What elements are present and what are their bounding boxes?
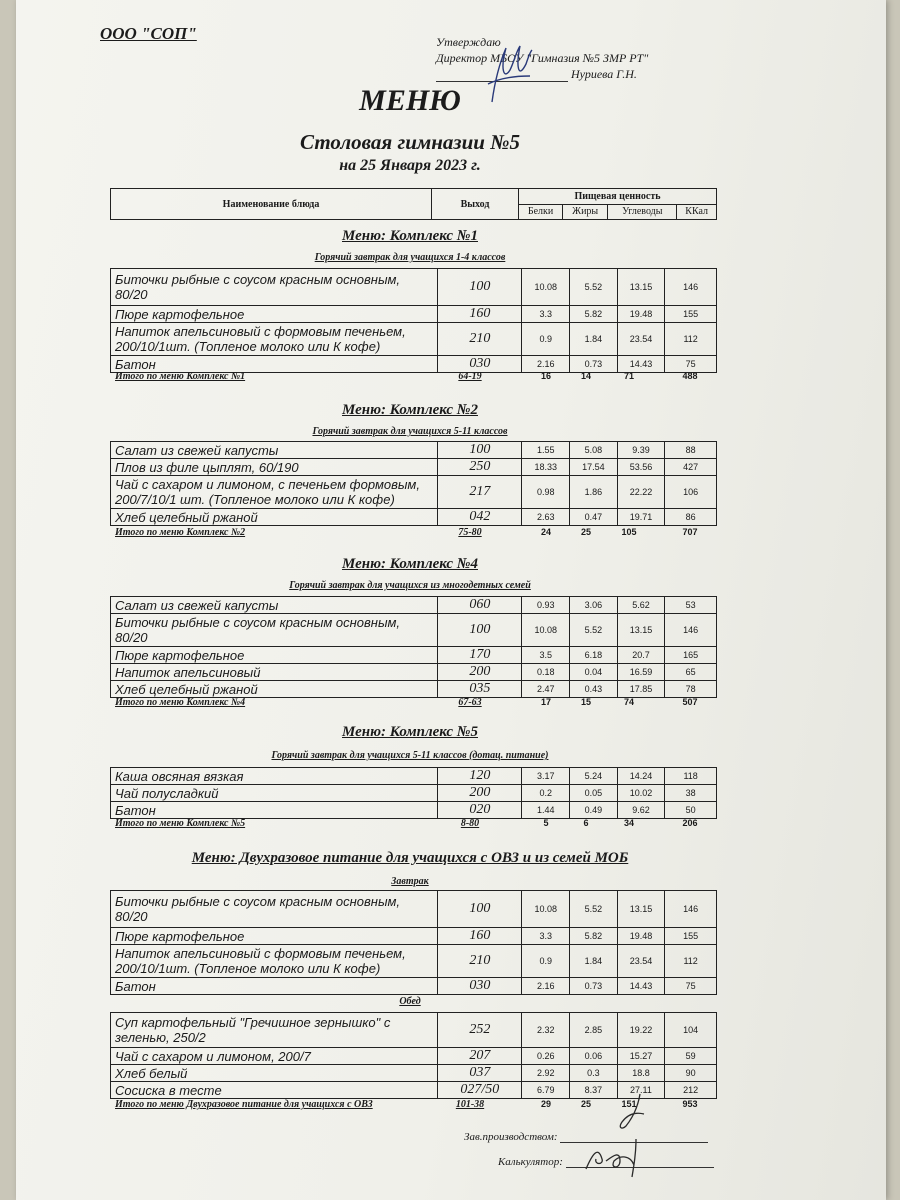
dish-name: Напиток апельсиновый с формовым печеньем, 200/10/1шт. (Топленое молоко или К кофе) bbox=[111, 945, 438, 978]
dish-output: 160 bbox=[438, 306, 522, 323]
dish-carbs: 14.24 bbox=[617, 768, 665, 785]
column-header bbox=[110, 188, 717, 220]
dish-kcal: 118 bbox=[665, 768, 717, 785]
dish-name: Пюре картофельное bbox=[111, 928, 438, 945]
dish-output: 120 bbox=[438, 768, 522, 785]
dish-row bbox=[111, 597, 717, 614]
dish-row bbox=[111, 356, 717, 373]
dish-carbs: 19.48 bbox=[617, 928, 665, 945]
total-protein: 16 bbox=[540, 371, 551, 381]
dish-name: Биточки рыбные с соусом красным основным, 80/20 bbox=[111, 614, 438, 647]
dish-name: Салат из свежей капусты bbox=[111, 597, 438, 614]
section-title: Меню: Комплекс №2 bbox=[342, 402, 478, 418]
dish-carbs: 19.22 bbox=[617, 1013, 665, 1048]
dish-name: Биточки рыбные с соусом красным основным, 80/20 bbox=[111, 269, 438, 306]
dish-protein: 2.47 bbox=[522, 681, 570, 698]
dish-name: Плов из филе цыплят, 60/190 bbox=[111, 459, 438, 476]
dish-protein: 3.17 bbox=[522, 768, 570, 785]
dish-name: Суп картофельный "Гречишное зернышко" с зеленью, 250/2 bbox=[111, 1013, 438, 1048]
dish-carbs: 22.22 bbox=[617, 476, 665, 509]
dish-fat: 2.85 bbox=[570, 1013, 618, 1048]
dish-output: 200 bbox=[438, 785, 522, 802]
dish-kcal: 78 bbox=[665, 681, 717, 698]
dish-fat: 5.52 bbox=[570, 269, 618, 306]
dish-fat: 3.06 bbox=[570, 597, 618, 614]
dish-carbs: 13.15 bbox=[617, 614, 665, 647]
total-output: 64-19 bbox=[458, 371, 482, 382]
dish-fat: 0.43 bbox=[570, 681, 618, 698]
dish-protein: 10.08 bbox=[522, 891, 570, 928]
dish-protein: 3.3 bbox=[522, 306, 570, 323]
dish-carbs: 9.39 bbox=[617, 442, 665, 459]
dish-protein: 6.79 bbox=[522, 1082, 570, 1099]
dish-name: Чай полусладкий bbox=[111, 785, 438, 802]
dish-protein: 1.55 bbox=[522, 442, 570, 459]
dish-kcal: 427 bbox=[665, 459, 717, 476]
dish-kcal: 59 bbox=[665, 1048, 717, 1065]
total-kcal: 953 bbox=[682, 1099, 698, 1109]
dish-protein: 0.2 bbox=[522, 785, 570, 802]
dish-row bbox=[111, 1065, 717, 1082]
dish-output: 060 bbox=[438, 597, 522, 614]
dish-carbs: 23.54 bbox=[617, 323, 665, 356]
dish-name: Салат из свежей капусты bbox=[111, 442, 438, 459]
dish-row bbox=[111, 802, 717, 819]
dish-kcal: 75 bbox=[665, 356, 717, 373]
col-dish: Наименование блюда bbox=[111, 189, 432, 220]
dish-row bbox=[111, 476, 717, 509]
dish-fat: 5.52 bbox=[570, 891, 618, 928]
dish-carbs: 53.56 bbox=[617, 459, 665, 476]
dish-name: Хлеб белый bbox=[111, 1065, 438, 1082]
total-carbs: 151 bbox=[621, 1099, 637, 1109]
dish-output: 217 bbox=[438, 476, 522, 509]
dish-output: 250 bbox=[438, 459, 522, 476]
total-fat: 15 bbox=[580, 697, 591, 707]
col-nutrition: Пищевая ценность bbox=[519, 189, 717, 205]
dish-name: Сосиска в тесте bbox=[111, 1082, 438, 1099]
dish-kcal: 75 bbox=[665, 978, 717, 995]
col-kcal: ККал bbox=[677, 204, 717, 220]
dish-fat: 1.86 bbox=[570, 476, 618, 509]
dish-fat: 0.49 bbox=[570, 802, 618, 819]
section-title: Меню: Комплекс №5 bbox=[342, 724, 478, 740]
total-protein: 29 bbox=[540, 1099, 551, 1109]
total-fat: 25 bbox=[580, 527, 591, 537]
dish-kcal: 106 bbox=[665, 476, 717, 509]
dish-row bbox=[111, 509, 717, 526]
dish-carbs: 14.43 bbox=[617, 978, 665, 995]
dish-kcal: 112 bbox=[665, 945, 717, 978]
dish-row bbox=[111, 945, 717, 978]
total-carbs: 74 bbox=[623, 697, 634, 707]
dish-fat: 0.3 bbox=[570, 1065, 618, 1082]
col-fat: Жиры bbox=[563, 204, 608, 220]
dish-protein: 0.9 bbox=[522, 945, 570, 978]
total-carbs: 71 bbox=[623, 371, 634, 381]
dish-table bbox=[110, 890, 717, 995]
dish-name: Напиток апельсиновый с формовым печеньем, 200/10/1шт. (Топленое молоко или К кофе) bbox=[111, 323, 438, 356]
dish-protein: 2.63 bbox=[522, 509, 570, 526]
dish-fat: 8.37 bbox=[570, 1082, 618, 1099]
section-subtitle: Горячий завтрак для учащихся 1-4 классов bbox=[314, 252, 506, 263]
dish-row bbox=[111, 664, 717, 681]
total-protein: 17 bbox=[540, 697, 551, 707]
section-subtitle: Горячий завтрак для учащихся 5-11 классов bbox=[312, 426, 508, 437]
dish-carbs: 15.27 bbox=[617, 1048, 665, 1065]
dish-output: 210 bbox=[438, 323, 522, 356]
dish-kcal: 65 bbox=[665, 664, 717, 681]
section-title: Меню: Комплекс №1 bbox=[342, 228, 478, 244]
dish-row bbox=[111, 269, 717, 306]
dish-row bbox=[111, 928, 717, 945]
dish-carbs: 10.02 bbox=[617, 785, 665, 802]
total-kcal: 707 bbox=[682, 527, 698, 537]
dish-output: 200 bbox=[438, 664, 522, 681]
dish-kcal: 86 bbox=[665, 509, 717, 526]
total-output: 75-80 bbox=[458, 527, 482, 538]
dish-protein: 0.98 bbox=[522, 476, 570, 509]
dish-name: Батон bbox=[111, 356, 438, 373]
dish-protein: 2.92 bbox=[522, 1065, 570, 1082]
dish-carbs: 14.43 bbox=[617, 356, 665, 373]
dish-protein: 1.44 bbox=[522, 802, 570, 819]
dish-row bbox=[111, 647, 717, 664]
dish-kcal: 146 bbox=[665, 614, 717, 647]
dish-protein: 3.5 bbox=[522, 647, 570, 664]
dish-row bbox=[111, 768, 717, 785]
canteen-name: Столовая гимназии №5 bbox=[300, 130, 520, 154]
dish-protein: 2.16 bbox=[522, 978, 570, 995]
dish-carbs: 27.11 bbox=[617, 1082, 665, 1099]
dish-name: Хлеб целебный ржаной bbox=[111, 681, 438, 698]
dish-output: 100 bbox=[438, 442, 522, 459]
dish-carbs: 20.7 bbox=[617, 647, 665, 664]
total-row bbox=[110, 527, 717, 541]
dish-name: Биточки рыбные с соусом красным основным, 80/20 bbox=[111, 891, 438, 928]
dish-fat: 0.05 bbox=[570, 785, 618, 802]
dish-row bbox=[111, 891, 717, 928]
director-name: Нуриева Г.Н. bbox=[571, 67, 637, 81]
dish-name: Батон bbox=[111, 978, 438, 995]
dish-kcal: 90 bbox=[665, 1065, 717, 1082]
dish-kcal: 212 bbox=[665, 1082, 717, 1099]
total-protein: 24 bbox=[540, 527, 551, 537]
dish-name: Каша овсяная вязкая bbox=[111, 768, 438, 785]
dish-protein: 2.32 bbox=[522, 1013, 570, 1048]
dish-table bbox=[110, 268, 717, 373]
dish-output: 037 bbox=[438, 1065, 522, 1082]
dish-kcal: 155 bbox=[665, 306, 717, 323]
dish-name: Батон bbox=[111, 802, 438, 819]
dish-fat: 5.08 bbox=[570, 442, 618, 459]
dish-row bbox=[111, 323, 717, 356]
dish-fat: 5.82 bbox=[570, 928, 618, 945]
lunch-label: Обед bbox=[399, 996, 421, 1007]
dish-kcal: 53 bbox=[665, 597, 717, 614]
total-row bbox=[110, 371, 717, 385]
document-title: МЕНЮ bbox=[359, 84, 461, 117]
dish-row bbox=[111, 1048, 717, 1065]
dish-fat: 5.82 bbox=[570, 306, 618, 323]
dish-table bbox=[110, 441, 717, 526]
dish-fat: 0.04 bbox=[570, 664, 618, 681]
dish-name: Чай с сахаром и лимоном, 200/7 bbox=[111, 1048, 438, 1065]
dish-output: 170 bbox=[438, 647, 522, 664]
dish-table bbox=[110, 767, 717, 819]
total-label: Итого по меню Двухразовое питание для учащихся с ОВЗ bbox=[115, 1099, 373, 1110]
dish-carbs: 19.71 bbox=[617, 509, 665, 526]
total-label: Итого по меню Комплекс №5 bbox=[115, 818, 246, 829]
dish-kcal: 38 bbox=[665, 785, 717, 802]
dish-output: 030 bbox=[438, 978, 522, 995]
director-line: Директор МБОУ "Гимназия №5 ЗМР РТ" bbox=[436, 51, 649, 65]
total-protein: 5 bbox=[543, 818, 549, 828]
total-output: 8-80 bbox=[460, 818, 480, 829]
dish-output: 160 bbox=[438, 928, 522, 945]
dish-fat: 6.18 bbox=[570, 647, 618, 664]
section-title: Меню: Двухразовое питание для учащихся с ОВЗ и из семей МОБ bbox=[191, 850, 629, 866]
dish-protein: 3.3 bbox=[522, 928, 570, 945]
manager-label: Зав.производством: bbox=[464, 1131, 558, 1143]
menu-date: на 25 Января 2023 г. bbox=[339, 157, 481, 174]
dish-fat: 1.84 bbox=[570, 323, 618, 356]
dish-fat: 17.54 bbox=[570, 459, 618, 476]
dish-output: 100 bbox=[438, 891, 522, 928]
col-carbs: Углеводы bbox=[608, 204, 677, 220]
dish-row bbox=[111, 1013, 717, 1048]
dish-protein: 0.18 bbox=[522, 664, 570, 681]
dish-protein: 10.08 bbox=[522, 614, 570, 647]
approval-word: Утверждаю bbox=[436, 35, 501, 49]
company-name: ООО "СОП" bbox=[100, 24, 197, 43]
dish-output: 042 bbox=[438, 509, 522, 526]
dish-table bbox=[110, 596, 717, 698]
dish-name: Пюре картофельное bbox=[111, 647, 438, 664]
breakfast-label: Завтрак bbox=[391, 876, 429, 887]
dish-output: 100 bbox=[438, 614, 522, 647]
total-label: Итого по меню Комплекс №1 bbox=[115, 371, 246, 382]
section-subtitle: Горячий завтрак для учащихся из многодетных семей bbox=[289, 580, 531, 591]
dish-carbs: 9.62 bbox=[617, 802, 665, 819]
dish-carbs: 17.85 bbox=[617, 681, 665, 698]
total-row bbox=[110, 818, 717, 832]
total-fat: 14 bbox=[580, 371, 591, 381]
total-carbs: 105 bbox=[621, 527, 637, 537]
dish-table bbox=[110, 1012, 717, 1099]
col-output: Выход bbox=[432, 189, 519, 220]
dish-row bbox=[111, 442, 717, 459]
dish-kcal: 112 bbox=[665, 323, 717, 356]
dish-row bbox=[111, 785, 717, 802]
dish-row bbox=[111, 681, 717, 698]
dish-carbs: 13.15 bbox=[617, 269, 665, 306]
dish-kcal: 146 bbox=[665, 891, 717, 928]
dish-output: 035 bbox=[438, 681, 522, 698]
dish-protein: 18.33 bbox=[522, 459, 570, 476]
dish-kcal: 104 bbox=[665, 1013, 717, 1048]
dish-protein: 2.16 bbox=[522, 356, 570, 373]
dish-carbs: 16.59 bbox=[617, 664, 665, 681]
dish-carbs: 19.48 bbox=[617, 306, 665, 323]
total-kcal: 206 bbox=[682, 818, 698, 828]
calculator-signature bbox=[580, 1125, 660, 1180]
total-row bbox=[110, 697, 717, 711]
dish-name: Чай с сахаром и лимоном, с печеньем формовым, 200/7/10/1 шт. (Топленое молоко или К кофе) bbox=[111, 476, 438, 509]
total-label: Итого по меню Комплекс №4 bbox=[115, 697, 246, 708]
dish-kcal: 165 bbox=[665, 647, 717, 664]
dish-protein: 0.93 bbox=[522, 597, 570, 614]
dish-fat: 1.84 bbox=[570, 945, 618, 978]
dish-output: 100 bbox=[438, 269, 522, 306]
total-kcal: 507 bbox=[682, 697, 698, 707]
total-output: 101-38 bbox=[455, 1099, 485, 1110]
dish-row bbox=[111, 459, 717, 476]
dish-fat: 0.73 bbox=[570, 356, 618, 373]
section-subtitle: Горячий завтрак для учащихся 5-11 классов (дотац. питание) bbox=[271, 750, 549, 761]
dish-row bbox=[111, 306, 717, 323]
dish-kcal: 50 bbox=[665, 802, 717, 819]
total-fat: 6 bbox=[583, 818, 589, 828]
dish-name: Напиток апельсиновый bbox=[111, 664, 438, 681]
section-title: Меню: Комплекс №4 bbox=[342, 556, 478, 572]
dish-row bbox=[111, 614, 717, 647]
total-kcal: 488 bbox=[682, 371, 698, 381]
dish-fat: 5.52 bbox=[570, 614, 618, 647]
total-carbs: 34 bbox=[623, 818, 634, 828]
dish-output: 207 bbox=[438, 1048, 522, 1065]
dish-protein: 0.9 bbox=[522, 323, 570, 356]
dish-kcal: 88 bbox=[665, 442, 717, 459]
col-protein: Белки bbox=[519, 204, 563, 220]
total-fat: 25 bbox=[580, 1099, 591, 1109]
dish-carbs: 13.15 bbox=[617, 891, 665, 928]
dish-output: 210 bbox=[438, 945, 522, 978]
dish-kcal: 155 bbox=[665, 928, 717, 945]
dish-fat: 0.06 bbox=[570, 1048, 618, 1065]
dish-output: 252 bbox=[438, 1013, 522, 1048]
dish-carbs: 18.8 bbox=[617, 1065, 665, 1082]
dish-protein: 0.26 bbox=[522, 1048, 570, 1065]
dish-name: Пюре картофельное bbox=[111, 306, 438, 323]
dish-row bbox=[111, 978, 717, 995]
total-output: 67-63 bbox=[458, 697, 482, 708]
calculator-label: Калькулятор: bbox=[498, 1156, 563, 1168]
dish-kcal: 146 bbox=[665, 269, 717, 306]
dish-fat: 0.47 bbox=[570, 509, 618, 526]
total-label: Итого по меню Комплекс №2 bbox=[115, 527, 246, 538]
dish-fat: 5.24 bbox=[570, 768, 618, 785]
dish-output: 027/50 bbox=[438, 1082, 522, 1099]
dish-fat: 0.73 bbox=[570, 978, 618, 995]
dish-name: Хлеб целебный ржаной bbox=[111, 509, 438, 526]
dish-carbs: 5.62 bbox=[617, 597, 665, 614]
dish-protein: 10.08 bbox=[522, 269, 570, 306]
dish-carbs: 23.54 bbox=[617, 945, 665, 978]
dish-output: 020 bbox=[438, 802, 522, 819]
dish-output: 030 bbox=[438, 356, 522, 373]
